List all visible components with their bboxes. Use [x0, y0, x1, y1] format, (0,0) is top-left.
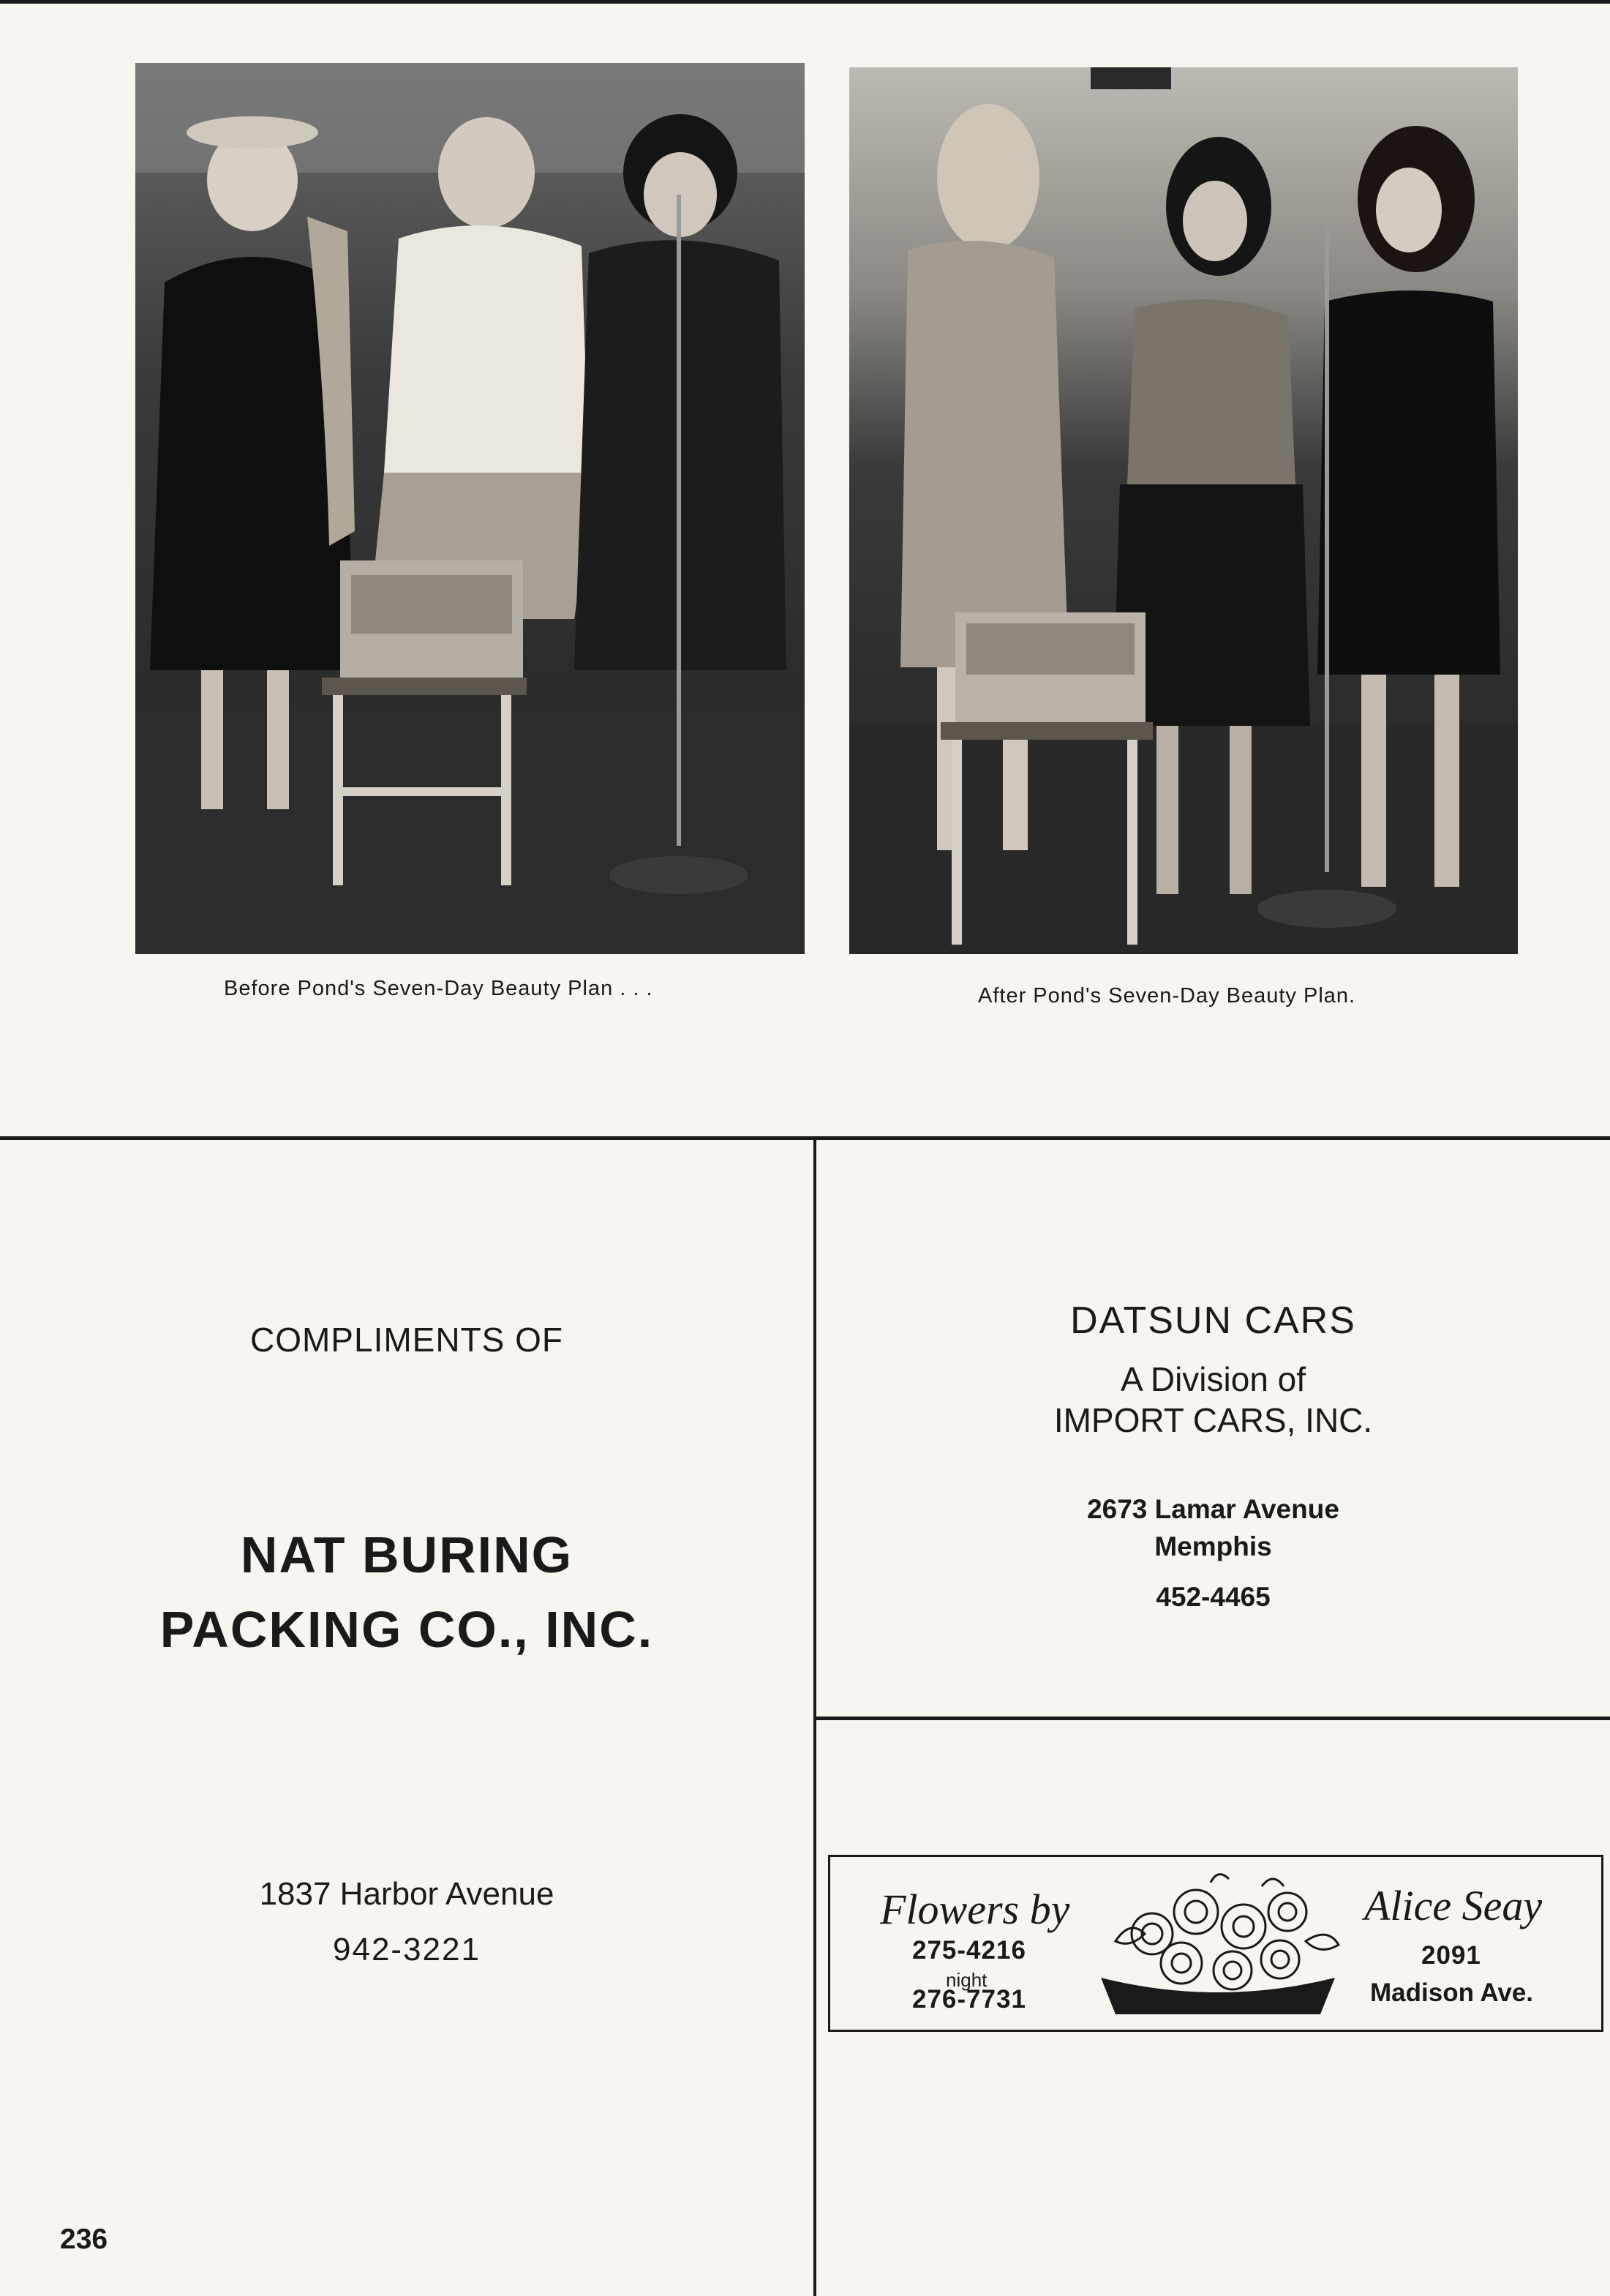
datsun-phone: 452-4465 [1156, 1582, 1271, 1612]
photo-before-illustration [135, 63, 805, 954]
datsun-street: 2673 Lamar Avenue [1087, 1494, 1339, 1524]
page-number: 236 [60, 2224, 108, 2255]
datsun-division-line2: IMPORT CARS, INC. [1053, 1401, 1373, 1439]
flowers-ad-box [828, 1855, 1603, 2032]
flowers-day-phone: 275-4216 [912, 1936, 1026, 1965]
nat-buring-phone: 942-3221 [333, 1932, 481, 1967]
nat-buring-address: 1837 Harbor Avenue [259, 1876, 554, 1912]
nat-buring-name-line2: PACKING CO., INC. [159, 1601, 654, 1658]
flowers-street-number: 2091 [1421, 1941, 1481, 1970]
photo-after-beauty-plan [849, 67, 1518, 954]
flowers-night-phone: 276-7731 [912, 1985, 1026, 2014]
datsun-title: DATSUN CARS [1070, 1299, 1356, 1342]
flowers-night-label: night [946, 1969, 988, 1991]
caption-after: After Pond's Seven-Day Beauty Plan. [978, 984, 1356, 1008]
photo-before-beauty-plan [135, 63, 805, 954]
horizontal-divider-right [815, 1717, 1610, 1720]
flowers-by-script: Flowers by [880, 1886, 1070, 1933]
horizontal-divider-top [0, 1136, 1610, 1140]
datsun-division-line1: A Division of [1120, 1360, 1306, 1398]
caption-before: Before Pond's Seven-Day Beauty Plan . . . [224, 977, 653, 1000]
nat-buring-intro: COMPLIMENTS OF [249, 1321, 564, 1359]
alice-seay-script: Alice Seay [1364, 1882, 1543, 1929]
nat-buring-name-line1: NAT BURING [240, 1526, 573, 1583]
flower-bouquet-icon [1086, 1868, 1350, 2025]
photo-after-illustration [849, 67, 1518, 954]
flowers-street-name: Madison Ave. [1370, 1978, 1534, 2007]
top-border [0, 0, 1610, 4]
datsun-city: Memphis [1154, 1531, 1272, 1561]
